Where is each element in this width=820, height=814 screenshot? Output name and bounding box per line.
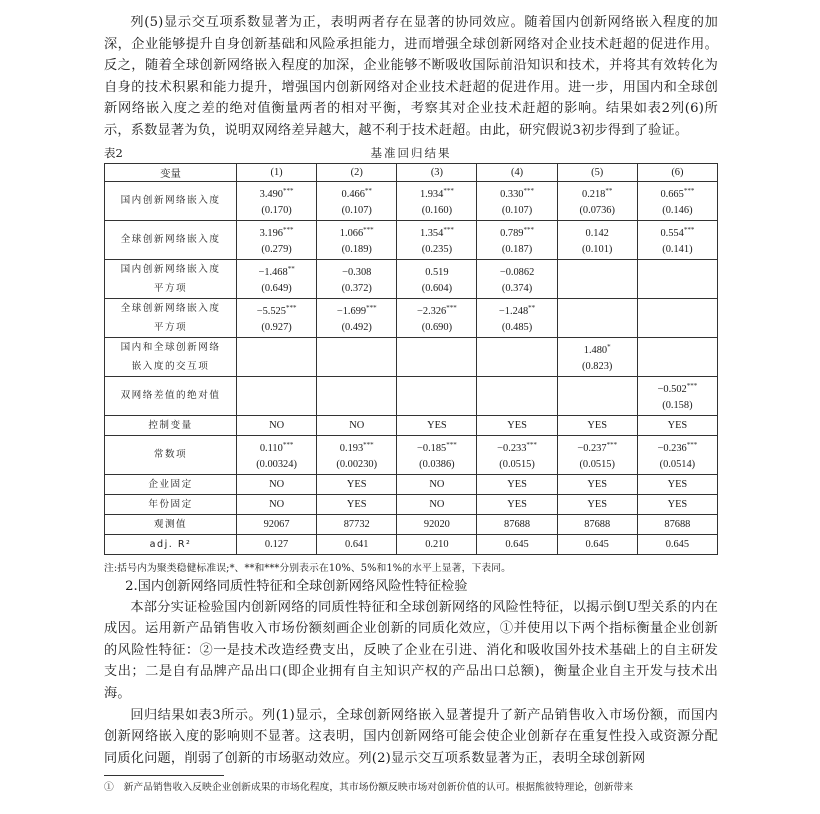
table-cell [317,259,397,298]
std-error: (0.158) [662,399,693,411]
significance-stars: *** [606,440,618,449]
std-error: (0.107) [341,204,372,216]
table-caption [104,143,718,163]
std-error: (0.146) [662,204,693,216]
table-cell: 0.645 [477,534,557,554]
std-error [397,396,476,415]
coef-number: 0.519 [425,266,449,278]
coef-value [477,299,556,318]
coef-number: −0.185 [417,442,447,454]
coef-value [638,260,717,279]
table-cell [317,181,397,220]
table-cell: 87688 [637,514,717,534]
header-col-2: (2) [317,163,397,181]
std-error: (0.101) [582,243,613,255]
control-row [105,415,718,435]
table-cell: 0.645 [557,534,637,554]
table-cell [397,435,477,474]
coef-value [397,221,476,240]
std-error [638,318,717,337]
table-cell [637,181,717,220]
table-cell: 0.645 [637,534,717,554]
header-col-5: (5) [557,163,637,181]
std-error [638,357,717,376]
table-row [105,220,718,259]
regression-table [104,163,718,555]
coef-value [558,436,637,455]
table-row [105,259,718,298]
std-error: (0.690) [421,321,453,333]
table-cell [237,337,317,376]
table-cell [397,298,477,337]
table-cell: NO [237,474,317,494]
std-error: (0.0514) [659,458,696,470]
coef-value [558,377,637,396]
significance-stars: *** [283,225,294,234]
table-cell: 0.210 [397,534,477,554]
significance-stars: ** [528,303,536,312]
table-cell: YES [557,494,637,514]
table-cell [557,376,637,415]
row-label [105,298,237,337]
table-cell: YES [637,415,717,435]
std-error [477,396,556,415]
table-cell [477,220,557,259]
row-label: 观测值 [105,514,237,534]
table-row [105,514,718,534]
std-error [558,318,637,337]
row-label: 常数项 [105,435,237,474]
coef-number: −0.308 [342,266,372,278]
table-cell: YES [477,474,557,494]
row-label [105,337,237,376]
table-cell [557,181,637,220]
table-cell [557,337,637,376]
std-error: (0.187) [501,243,533,255]
significance-stars: *** [686,440,698,449]
table-row [105,474,718,494]
significance-stars: *** [366,303,377,312]
paragraph-method: 本部分实证检验国内创新网络的同质性特征和全球创新网络的风险性特征，以揭示倒U型关系的内在成因。运用新产品销售收入市场份额刻画企业创新的同质化效应，①并使用以下两个指标衡量企业创新的风险性特征：②一是技术改造经费支出，反映了企业在引进、消化和吸收国外技术基础上的自主研发支出；二是自有品牌产品出口(即企业拥有自主知识产权的产品出口总额)，衡量企业自主开发与技术出海。 [104,599,718,701]
std-error: (0.492) [341,321,372,333]
coef-value [558,299,637,318]
row-label-line: 全球创新网络嵌入度 [120,234,221,246]
table-cell [637,298,717,337]
table-cell [557,298,637,337]
coef-value [397,260,476,279]
coef-value [638,377,717,396]
significance-stars: ** [364,186,372,195]
table-cell [477,435,557,474]
std-error: (0.170) [261,204,292,216]
coef-number: −0.0862 [499,266,535,278]
std-error: (0.107) [501,204,533,216]
significance-stars: ** [287,264,295,273]
coef-number: 1.066 [339,227,364,239]
table-cell [237,181,317,220]
significance-stars: *** [683,186,695,195]
table-cell [317,337,397,376]
table-cell [317,298,397,337]
coef-number: −1.248 [498,305,529,317]
table-cell [557,435,637,474]
table-cell [397,376,477,415]
coef-number: −5.525 [256,305,286,317]
coef-number: 3.490 [259,188,284,200]
coef-value [397,338,476,357]
coef-number: 0.466 [341,188,365,200]
table-cell [477,376,557,415]
table-cell: NO [397,474,477,494]
std-error: (0.485) [501,321,533,333]
table-row [105,494,718,514]
table-cell [237,259,317,298]
coef-number: −0.233 [497,442,527,454]
coef-value [237,436,316,455]
table-cell: NO [317,415,397,435]
coef-value [237,221,316,240]
table-row [105,337,718,376]
table-cell: YES [477,415,557,435]
row-label-line: 平方项 [153,321,188,333]
paragraph-intro: 列(5)显示交互项系数显著为正，表明两者存在显著的协同效应。随着国内创新网络嵌入程度的加深，企业能够提升自身创新基础和风险承担能力，进而增强全球创新网络对企业技术赶超的促进作用。反之，随着全球创新网络嵌入程度的加深，企业能够不断吸收国际前沿知识和技术，并将其有效转化为自身的技术积累和能力提升，增强国内创新网络对企业技术赶超的促进作用。进一步，用国内和全球创新网络嵌入度之差的绝对值衡量两者的相对平衡，考察其对企业技术赶超的影响。结果如表2列(6)所示，系数显著为负，说明双网络差异越大，越不利于技术赶超。由此，研究假说3初步得到了验证。 [104,15,718,138]
std-error: (0.0736) [579,204,615,216]
table-cell [637,435,717,474]
table-cell: 87732 [317,514,397,534]
table-cell [477,259,557,298]
coef-number: 3.196 [259,227,284,239]
table-cell: 0.127 [237,534,317,554]
table-row [105,534,718,554]
std-error: (0.00230) [336,458,378,470]
table-cell [317,435,397,474]
coef-number: 0.554 [660,227,684,239]
table-cell: NO [397,494,477,514]
table-cell: YES [637,474,717,494]
table-note: 注:括号内为聚类稳健标准误;*、**和***分别表示在10%、5%和1%的水平上显著，下表同。 [104,562,512,574]
row-label [105,376,237,415]
coef-value [638,221,717,240]
table-cell [317,220,397,259]
table-cell [397,259,477,298]
coef-value [237,338,316,357]
coef-number: −1.699 [336,305,367,317]
std-error: (0.141) [662,243,693,255]
header-col-6: (6) [637,163,717,181]
coef-number: 0.110 [259,442,283,454]
std-error: (0.160) [421,204,453,216]
std-error: (0.374) [501,282,533,294]
row-label [105,181,237,220]
coef-number: 0.218 [582,188,606,200]
significance-stars: *** [443,186,454,195]
paragraph-results: 回归结果如表3所示。列(1)显示，全球创新网络嵌入显著提升了新产品销售收入市场份额，而国内创新网络嵌入度的影响则不显著。这表明，国内创新网络可能会使企业创新存在重复性投入或资源分配同质化问题，削弱了创新的市场驱动效应。列(2)显示交互项系数显著为正，表明全球创新网 [104,707,718,766]
header-col-1: (1) [237,163,317,181]
table-cell: YES [397,415,477,435]
row-label-line: 全球创新网络嵌入度 [120,302,221,314]
table-row [105,298,718,337]
footnote: ① 新产品销售收入反映企业创新成果的市场化程度，其市场份额反映市场对创新价值的认可。根据熊彼特理论，创新带来 [104,782,634,794]
std-error: (0.604) [421,282,453,294]
coef-value [558,182,637,201]
row-label-line: 双网络差值的绝对值 [120,390,221,402]
significance-stars: *** [523,225,534,234]
table-cell: NO [237,494,317,514]
table-cell: YES [317,474,397,494]
table-cell: NO [237,415,317,435]
row-label-line: 嵌入度的交互项 [131,360,210,372]
row-label [105,220,237,259]
coef-number: 1.480 [583,344,608,356]
std-error [638,279,717,298]
coef-value [317,221,396,240]
row-label: 控制变量 [105,415,237,435]
coef-value [397,377,476,396]
std-error: (0.0386) [419,458,455,470]
table-title: 基准回归结果 [370,145,452,160]
coef-value [558,221,637,240]
coef-number: 0.789 [500,227,524,239]
coef-value [638,299,717,318]
coef-value [237,260,316,279]
row-label-line: 国内创新网络嵌入度 [120,195,221,207]
table-cell [237,220,317,259]
coef-value [558,260,637,279]
significance-stars: *** [446,303,457,312]
table-number: 表2 [104,145,123,160]
coef-value [638,338,717,357]
std-error [237,396,316,415]
std-error: (0.823) [582,360,613,372]
constant-row [105,435,718,474]
table-cell [237,435,317,474]
table-cell [637,376,717,415]
table-cell [397,337,477,376]
header-col-3: (3) [397,163,477,181]
table-cell [557,259,637,298]
std-error [558,279,637,298]
std-error: (0.649) [261,282,292,294]
significance-stars: *** [363,440,374,449]
coef-number: 0.142 [585,227,609,239]
std-error: (0.00324) [256,458,297,470]
table-cell [477,337,557,376]
coef-value [317,182,396,201]
header-variable: 变量 [105,163,237,181]
table-cell: YES [317,494,397,514]
coef-value [638,436,717,455]
coef-value [317,299,396,318]
coef-value [477,182,556,201]
coef-value [477,377,556,396]
coef-value [397,299,476,318]
table-cell [637,220,717,259]
coef-value [558,338,637,357]
table-row [105,376,718,415]
coef-value [477,260,556,279]
std-error: (0.0515) [579,458,615,470]
std-error [397,357,476,376]
significance-stars: *** [523,186,534,195]
coef-value [638,182,717,201]
row-label: 企业固定 [105,474,237,494]
std-error [558,396,637,415]
footnote-rule [104,775,224,776]
coef-value [237,299,316,318]
paper-page [104,12,718,793]
table-cell [397,220,477,259]
significance-stars: *** [283,186,294,195]
table-cell [637,337,717,376]
table-cell [557,220,637,259]
table-cell: 92067 [237,514,317,534]
coef-value [477,436,556,455]
coef-value [477,338,556,357]
std-error [317,357,396,376]
table-cell: 87688 [477,514,557,534]
coef-number: 0.665 [660,188,684,200]
coef-value [317,377,396,396]
coef-number: −0.502 [657,383,687,395]
table-cell [237,376,317,415]
coef-value [397,436,476,455]
coef-number: 1.934 [419,188,444,200]
table-cell [317,376,397,415]
table-cell: YES [557,474,637,494]
std-error: (0.189) [341,243,372,255]
coef-number: 0.193 [339,442,364,454]
table-cell [397,181,477,220]
std-error: (0.372) [341,282,372,294]
header-col-4: (4) [477,163,557,181]
std-error: (0.235) [421,243,453,255]
coef-number: −0.236 [657,442,687,454]
section-heading: 2.国内创新网络同质性特征和全球创新网络风险性特征检验 [125,578,468,594]
significance-stars: ** [605,186,613,195]
coef-value [237,182,316,201]
table-cell [637,259,717,298]
significance-stars: *** [526,440,537,449]
table-cell [477,298,557,337]
coef-number: −2.326 [417,305,447,317]
table-cell: YES [637,494,717,514]
significance-stars: *** [683,225,695,234]
coef-value [477,221,556,240]
coef-value [237,377,316,396]
row-label: 年份固定 [105,494,237,514]
row-label [105,259,237,298]
table-header-row [105,163,718,181]
coef-number: 0.330 [500,188,524,200]
std-error [237,357,316,376]
significance-stars: *** [686,381,698,390]
table-row [105,181,718,220]
row-label-line: 平方项 [153,282,188,294]
std-error [317,396,396,415]
table-cell: 92020 [397,514,477,534]
coef-value [317,436,396,455]
table-cell: YES [557,415,637,435]
row-label: adj. R² [105,534,237,554]
std-error: (0.0515) [499,458,535,470]
significance-stars: *** [446,440,457,449]
table-cell: YES [477,494,557,514]
row-label-line: 国内创新网络嵌入度 [120,263,221,275]
std-error [477,357,556,376]
significance-stars: *** [363,225,374,234]
row-label-line: 国内和全球创新网络 [120,341,221,353]
std-error: (0.279) [261,243,292,255]
coef-number: −0.237 [577,442,607,454]
significance-stars: * [607,342,611,351]
table-cell [237,298,317,337]
table-cell [477,181,557,220]
significance-stars: *** [443,225,454,234]
table-cell: 0.641 [317,534,397,554]
significance-stars: *** [282,440,294,449]
coef-value [317,260,396,279]
coef-value [397,182,476,201]
std-error: (0.927) [261,321,292,333]
coef-number: −1.468 [258,266,288,278]
table-cell: 87688 [557,514,637,534]
coef-number: 1.354 [419,227,444,239]
coef-value [317,338,396,357]
significance-stars: *** [285,303,297,312]
